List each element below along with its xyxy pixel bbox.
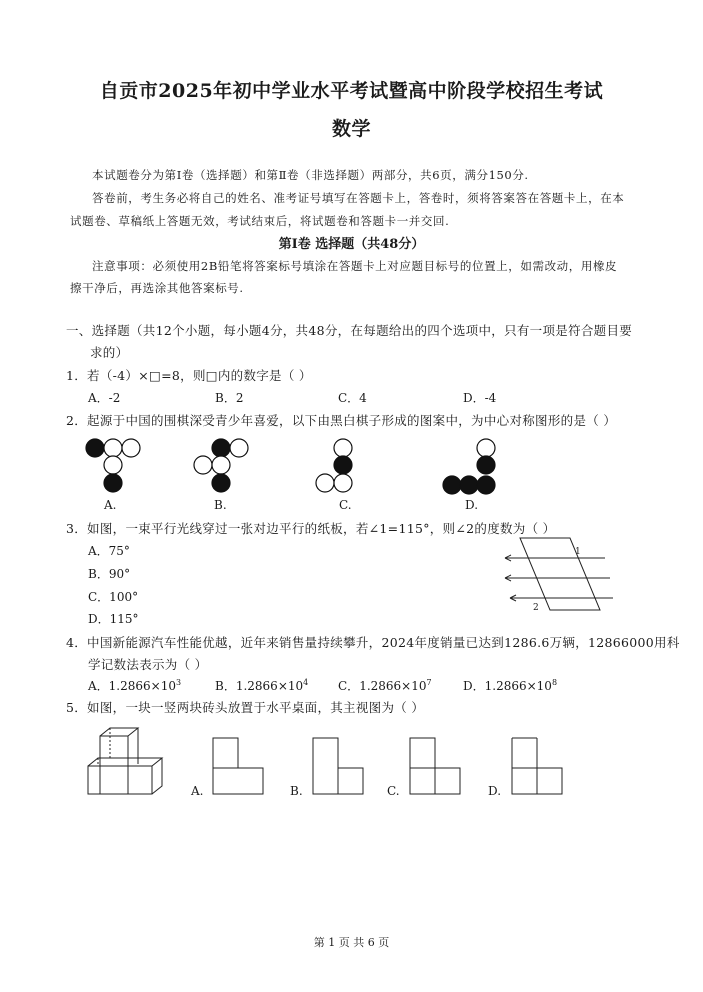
q4-option-a: A．$1.2866\times 10^3$ (88, 678, 182, 693)
q1-option-d: D．-4 (463, 391, 497, 405)
intro-line-3: 试题卷、草稿纸上答题无效，考试结束后，将试题卷和答题卡一并交回. (70, 214, 450, 228)
q5-view-a (213, 738, 263, 794)
q3-stem: 3．如图，一束平行光线穿过一张对边平行的纸板，若∠1=115°，则∠2的度数为（ ） (66, 521, 556, 536)
q2-option-a: A. (104, 498, 117, 512)
q3-option-c: C．100° (88, 590, 139, 604)
intro-line-2: 答卷前，考生务必将自己的姓名、准考证号填写在答题卡上，答卷时，须将答案答在答题卡上，在本 (92, 191, 625, 205)
section-title: 第Ⅰ卷 选择题（共48分） (278, 237, 425, 252)
page-footer: 第 1 页 共 6 页 (313, 936, 390, 949)
stone-black (334, 456, 352, 474)
stone-white (316, 474, 334, 492)
stone-white (212, 456, 230, 474)
q5-stem: 5．如图，一块一竖两块砖头放置于水平桌面，其主视图为（ ） (66, 700, 425, 715)
stone-black (443, 476, 461, 494)
q3-light-through-board-figure (495, 530, 625, 625)
stone-white (230, 439, 248, 457)
stone-black (104, 474, 122, 492)
stone-black (212, 474, 230, 492)
stone-black (212, 439, 230, 457)
q2-figure-a (86, 439, 140, 492)
angle-1-label: 1 (575, 547, 581, 557)
q3-option-b: B．90° (88, 567, 131, 581)
stone-white (477, 439, 495, 457)
board-outline (520, 538, 600, 610)
q1-option-a: A．-2 (88, 391, 121, 405)
stone-black (86, 439, 104, 457)
stone-white (334, 439, 352, 457)
stone-black (477, 456, 495, 474)
q4-option-d: D．$1.2866\times 10^8$ (463, 678, 558, 693)
note-line-1: 注意事项：必须使用2B铅笔将答案标号填涂在答题卡上对应题目标号的位置上，如需改动，用橡皮 (92, 259, 618, 273)
subject-title: 数学 (331, 118, 371, 140)
q5-option-a: A. (191, 784, 204, 798)
q3-option-d: D．115° (88, 612, 139, 626)
note-line-2: 擦干净后，再选涂其他答案标号. (70, 281, 244, 295)
q5-view-b (313, 738, 363, 794)
q5-view-d (512, 738, 562, 794)
q5-brick-views-figure (0, 722, 703, 802)
q5-option-b: B. (290, 784, 303, 798)
stone-white (334, 474, 352, 492)
q2-option-b: B. (214, 498, 227, 512)
q5-bricks-3d (88, 728, 162, 794)
stone-white (104, 456, 122, 474)
q2-figure-b (194, 439, 248, 492)
section-heading-1: 一、选择题（共12个小题，每小题4分，共48分，在每题给出的四个选项中，只有一项是符合题目要 (66, 323, 633, 338)
intro-line-1: 本试题卷分为第Ⅰ卷（选择题）和第Ⅱ卷（非选择题）两部分，共6页，满分150分. (92, 168, 529, 182)
exam-title: 自贡市2025年初中学业水平考试暨高中阶段学校招生考试 (99, 80, 604, 102)
q1-option-b: B．2 (215, 391, 244, 405)
q5-option-c: C. (387, 784, 400, 798)
stone-black (477, 476, 495, 494)
q2-option-c: C. (339, 498, 352, 512)
q4-stem-line-2: 学记数法表示为（ ） (88, 657, 208, 672)
q2-figure-c (316, 439, 352, 492)
q2-go-stones-figures (0, 430, 703, 505)
stone-black (460, 476, 478, 494)
q2-figure-d (443, 439, 495, 494)
stone-white (122, 439, 140, 457)
q4-option-c: C．$1.2866\times 10^7$ (338, 678, 432, 693)
q5-view-c (410, 738, 460, 794)
stone-white (104, 439, 122, 457)
section-heading-2: 求的） (90, 345, 129, 360)
q2-option-d: D. (465, 498, 479, 512)
angle-2-label: 2 (533, 603, 539, 613)
q4-stem-line-1: 4．中国新能源汽车性能优越，近年来销售量持续攀升，2024年度销量已达到1286.6万辆，12866000用科 (66, 635, 680, 650)
q2-stem: 2．起源于中国的围棋深受青少年喜爱，以下由黑白棋子形成的图案中，为中心对称图形的是（ ） (66, 413, 617, 428)
q1-stem: 1．若（-4）×□=8，则□内的数字是（ ） (66, 368, 312, 383)
stone-white (194, 456, 212, 474)
q4-option-b: B．$1.2866\times 10^4$ (215, 678, 309, 693)
q1-option-c: C．4 (338, 391, 367, 405)
q5-option-d: D. (488, 784, 502, 798)
q3-option-a: A．75° (88, 544, 130, 558)
